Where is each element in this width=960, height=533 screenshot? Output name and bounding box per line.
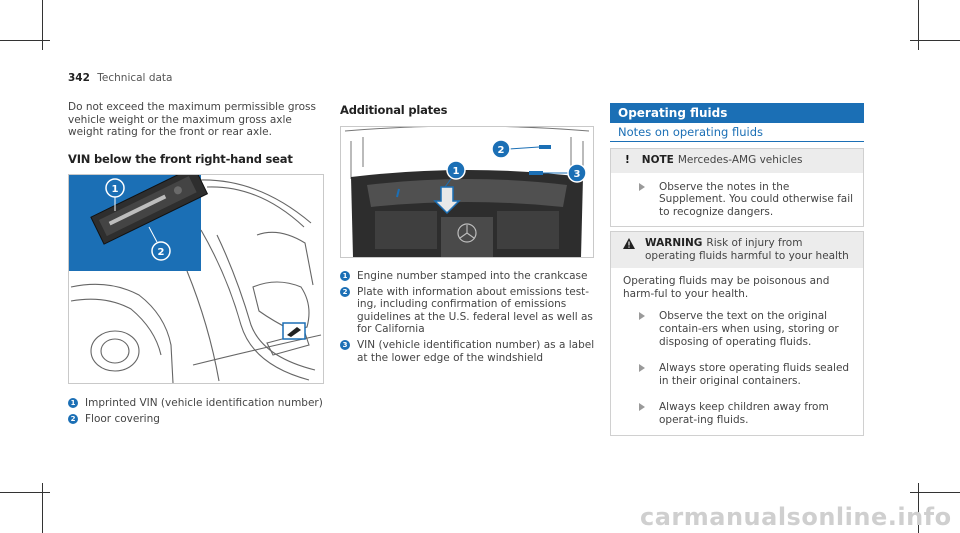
bullet-triangle-icon bbox=[639, 183, 645, 191]
note-item bbox=[611, 173, 863, 227]
seat-callout-list bbox=[68, 397, 324, 428]
callout-text: Imprinted VIN (vehicle identification number) bbox=[85, 397, 323, 409]
callout-number: 2 bbox=[68, 414, 78, 424]
callout-item bbox=[68, 413, 324, 426]
seat-vin-figure bbox=[68, 174, 324, 384]
additional-plates-heading: Additional plates bbox=[340, 103, 448, 117]
page-number: 342 bbox=[68, 72, 90, 84]
bullet-triangle-icon bbox=[639, 312, 645, 320]
warning-item-text: Always store operating fluids sealed in their original containers. bbox=[659, 362, 850, 387]
callout-number: 1 bbox=[340, 271, 350, 281]
svg-text:1: 1 bbox=[111, 184, 119, 195]
warning-item bbox=[611, 354, 863, 393]
callout-item bbox=[340, 270, 596, 283]
note-item-text: Observe the notes in the Supplement. You could otherwise fail to recognize dangers. bbox=[659, 180, 854, 218]
callout-text: VIN (vehicle identification number) as a label at the lower edge of the windshield bbox=[357, 338, 595, 364]
warning-box bbox=[610, 231, 864, 436]
callout-item bbox=[340, 286, 596, 336]
note-label: NOTE bbox=[641, 154, 674, 166]
section-title: Technical data bbox=[97, 72, 173, 84]
callout-item bbox=[68, 397, 324, 410]
warning-body: Operating fluids may be poisonous and harm-ful to your health. bbox=[623, 275, 830, 300]
bullet-triangle-icon bbox=[639, 364, 645, 372]
svg-text:2: 2 bbox=[497, 145, 505, 156]
warning-item-text: Always keep children away from operat-ing fluids. bbox=[659, 401, 829, 426]
watermark: carmanualsonline.info bbox=[640, 503, 952, 531]
note-box bbox=[610, 148, 864, 227]
callout-item bbox=[340, 339, 596, 364]
note-header bbox=[611, 149, 863, 173]
crop-mark bbox=[918, 0, 919, 50]
section-bar: Operating fluids bbox=[610, 103, 864, 123]
callout-text: Floor covering bbox=[85, 412, 160, 425]
page-header bbox=[68, 72, 172, 84]
note-text: Mercedes-AMG vehicles bbox=[677, 154, 803, 166]
seat-vin-illustration bbox=[69, 175, 323, 383]
warning-item-text: Observe the text on the original contain-ers when using, storing or disposing of operating fluids. bbox=[659, 310, 839, 348]
engine-bay-illustration bbox=[341, 127, 593, 257]
callout-number: 2 bbox=[340, 287, 350, 297]
svg-text:2: 2 bbox=[157, 247, 165, 258]
exclamation-icon: ! bbox=[625, 154, 630, 166]
svg-text:3: 3 bbox=[573, 169, 581, 180]
plates-callout-list bbox=[340, 270, 596, 367]
callout-text: Engine number stamped into the crankcase bbox=[357, 270, 588, 282]
warning-item bbox=[611, 302, 863, 354]
warning-label: WARNING bbox=[645, 237, 703, 249]
bullet-triangle-icon bbox=[639, 403, 645, 411]
callout-number: 1 bbox=[68, 398, 78, 408]
crop-mark bbox=[42, 0, 43, 50]
svg-text:1: 1 bbox=[452, 166, 460, 177]
crop-mark bbox=[42, 483, 43, 533]
callout-number: 3 bbox=[340, 340, 350, 350]
callout-text: Plate with information about emissions test-ing, including confirmation of emissions guidelines at the U.S. federal level as well as for California bbox=[357, 285, 593, 336]
warning-item bbox=[611, 393, 863, 434]
intro-paragraph: Do not exceed the maximum permissible gross vehicle weight or the maximum gross axle weight rating for the front or rear axle. bbox=[68, 101, 316, 139]
notes-subheading: Notes on operating fluids bbox=[610, 125, 864, 142]
warning-text: Risk of injury from operating fluids harmful to your health bbox=[645, 237, 849, 262]
vin-seat-heading: VIN below the front right-hand seat bbox=[68, 152, 293, 166]
warning-triangle-icon bbox=[623, 238, 635, 249]
warning-header bbox=[611, 232, 863, 268]
engine-bay-figure bbox=[340, 126, 594, 258]
